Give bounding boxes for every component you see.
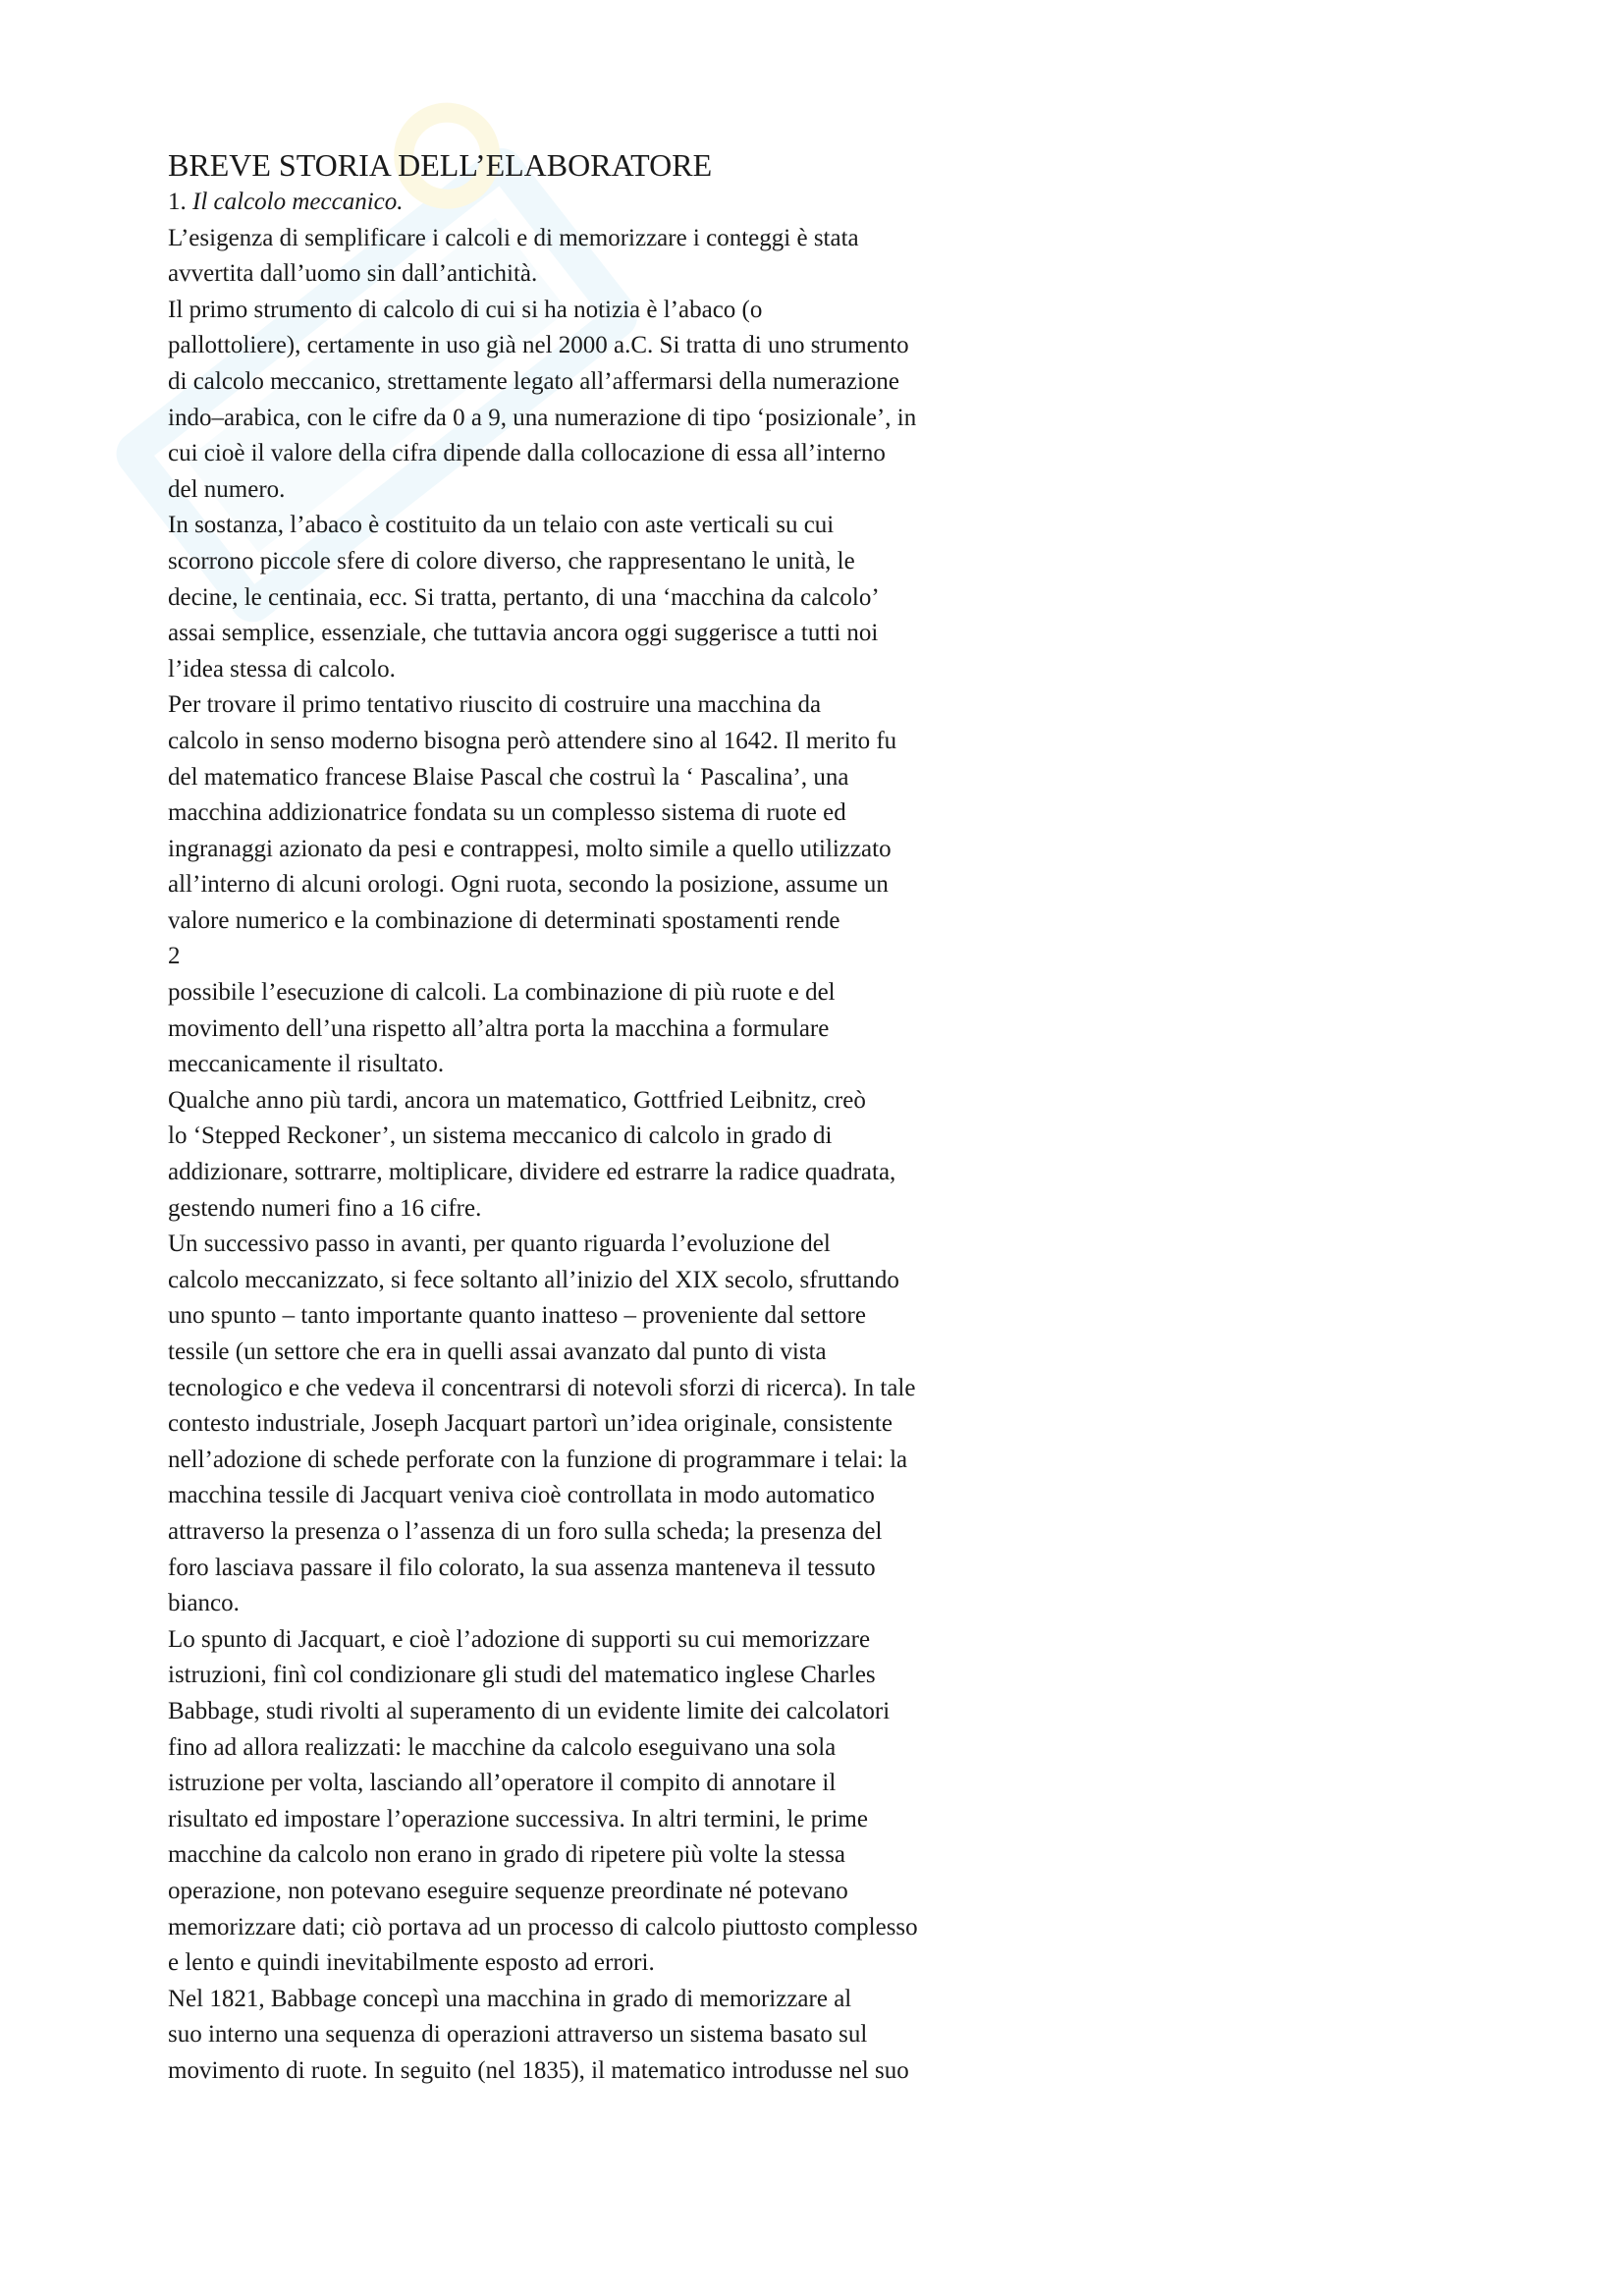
text-line: del numero. — [168, 475, 286, 503]
section-number: 1. — [168, 189, 187, 215]
text-line: Un successivo passo in avanti, per quanto riguarda l’evoluzione del — [168, 1230, 831, 1258]
text-line: decine, le centinaia, ecc. Si tratta, pertanto, di una ‘macchina da calcolo’ — [168, 583, 880, 611]
text-line: Nel 1821, Babbage concepì una macchina in grado di memorizzare al — [168, 1985, 852, 2012]
section-heading — [168, 185, 1052, 221]
document-body — [168, 145, 1052, 2089]
text-line: Il primo strumento di calcolo di cui si ha notizia è l’abaco (o — [168, 296, 763, 323]
section-title: Il calcolo meccanico. — [192, 189, 404, 215]
text-line: tessile (un settore che era in quelli assai avanzato dal punto di vista — [168, 1339, 827, 1365]
text-line: pallottoliere), certamente in uso già nel 2000 a.C. Si tratta di uno strumento — [168, 332, 909, 359]
text-line: foro lasciava passare il filo colorato, la sua assenza manteneva il tessuto — [168, 1554, 876, 1581]
text-line: movimento di ruote. In seguito (nel 1835), il matematico introdusse nel suo — [168, 2056, 909, 2084]
text-line: Qualche anno più tardi, ancora un matematico, Gottfried Leibnitz, creò — [168, 1086, 866, 1114]
text-line: contesto industriale, Joseph Jacquart partorì un’idea originale, consistente — [168, 1410, 893, 1438]
text-line: lo ‘Stepped Reckoner’, un sistema meccanico di calcolo in grado di — [168, 1122, 833, 1150]
text-line: gestendo numeri fino a 16 cifre. — [168, 1194, 482, 1222]
text-line: attraverso la presenza o l’assenza di un foro sulla scheda; la presenza del — [168, 1517, 883, 1545]
text-line: Babbage, studi rivolti al superamento di un evidente limite dei calcolatori — [168, 1697, 891, 1724]
text-line: uno spunto – tanto importante quanto inatteso – proveniente dal settore — [168, 1302, 866, 1330]
text-line: memorizzare dati; ciò portava ad un processo di calcolo piuttosto complesso — [168, 1913, 918, 1941]
text-line: addizionare, sottrarre, moltiplicare, dividere ed estrarre la radice quadrata, — [168, 1159, 896, 1186]
text-line: istruzioni, finì col condizionare gli studi del matematico inglese Charles — [168, 1662, 876, 1689]
text-line: valore numerico e la combinazione di determinati spostamenti rende — [168, 906, 840, 934]
document-title: BREVE STORIA DELL’ELABORATORE — [168, 147, 713, 183]
text-line: 2 — [168, 943, 181, 970]
text-line: di calcolo meccanico, strettamente legato all’affermarsi della numerazione — [168, 367, 900, 395]
text-line: operazione, non potevano eseguire sequenze preordinate né potevano — [168, 1877, 848, 1904]
text-line: macchina addizionatrice fondata su un complesso sistema di ruote ed — [168, 799, 846, 827]
text-line: assai semplice, essenziale, che tuttavia ancora oggi suggerisce a tutti noi — [168, 620, 879, 647]
text-line: indo–arabica, con le cifre da 0 a 9, una numerazione di tipo ‘posizionale’, in — [168, 404, 917, 431]
text-line: Lo spunto di Jacquart, e cioè l’adozione di supporti su cui memorizzare — [168, 1625, 871, 1653]
text-line: avvertita dall’uomo sin dall’antichità. — [168, 260, 538, 288]
text-line: movimento dell’una rispetto all’altra porta la macchina a formulare — [168, 1014, 830, 1042]
text-line: cui cioè il valore della cifra dipende dalla collocazione di essa all’interno — [168, 440, 886, 467]
text-line: scorrono piccole sfere di colore diverso, che rappresentano le unità, le — [168, 547, 855, 574]
text-line: all’interno di alcuni orologi. Ogni ruota, secondo la posizione, assume un — [168, 871, 889, 899]
text-line: fino ad allora realizzati: le macchine da calcolo eseguivano una sola — [168, 1733, 837, 1761]
text-line: macchina tessile di Jacquart veniva cioè controllata in modo automatico — [168, 1482, 875, 1509]
body-text — [168, 221, 1052, 2090]
text-line: bianco. — [168, 1590, 240, 1617]
text-line: tecnologico e che vedeva il concentrarsi di notevoli sforzi di ricerca). In tale — [168, 1374, 916, 1401]
text-line: calcolo meccanizzato, si fece soltanto all’inizio del XIX secolo, sfruttando — [168, 1266, 899, 1293]
text-line: calcolo in senso moderno bisogna però attendere sino al 1642. Il merito fu — [168, 727, 897, 754]
text-line: possibile l’esecuzione di calcoli. La combinazione di più ruote e del — [168, 979, 836, 1007]
text-line: l’idea stessa di calcolo. — [168, 655, 396, 683]
text-line: In sostanza, l’abaco è costituito da un telaio con aste verticali su cui — [168, 512, 835, 539]
text-line: L’esigenza di semplificare i calcoli e di memorizzare i conteggi è stata — [168, 224, 859, 251]
text-line: istruzione per volta, lasciando all’operatore il compito di annotare il — [168, 1770, 837, 1797]
text-line: nell’adozione di schede perforate con la funzione di programmare i telai: la — [168, 1446, 908, 1473]
text-line: Per trovare il primo tentativo riuscito di costruire una macchina da — [168, 691, 822, 719]
text-line: risultato ed impostare l’operazione successiva. In altri termini, le prime — [168, 1805, 868, 1832]
text-line: macchine da calcolo non erano in grado di ripetere più volte la stessa — [168, 1841, 846, 1869]
text-line: ingranaggi azionato da pesi e contrappesi, molto simile a quello utilizzato — [168, 835, 892, 862]
text-line: del matematico francese Blaise Pascal che costruì la ‘ Pascalina’, una — [168, 763, 849, 791]
text-line: e lento e quindi inevitabilmente esposto ad errori. — [168, 1949, 655, 1977]
text-line: suo interno una sequenza di operazioni attraverso un sistema basato sul — [168, 2021, 868, 2049]
text-line: meccanicamente il risultato. — [168, 1051, 445, 1078]
